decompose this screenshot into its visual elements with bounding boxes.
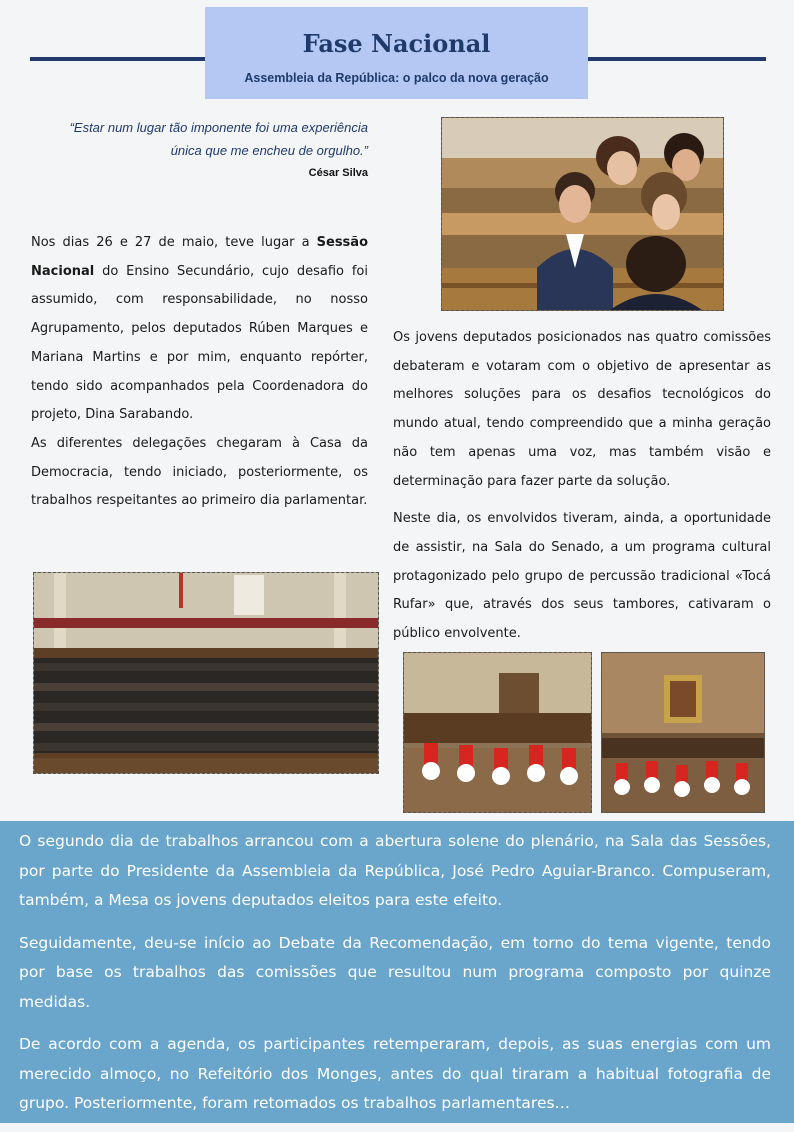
quote-author: César Silva [308, 167, 368, 179]
percussion-left-illustration [404, 653, 591, 812]
page-subtitle: Assembleia da República: o palco da nova geração [244, 71, 549, 85]
group-photo-illustration [34, 573, 378, 773]
pull-quote [36, 116, 368, 162]
right-column-text [393, 324, 771, 649]
bottom-section-text [19, 827, 771, 1132]
page-title: Fase Nacional [302, 29, 491, 58]
text-run: do Ensino Secundário, cujo desafio foi assumido, com responsabilidade, no nosso Agrupamento, pelos deputados Rúben Marques e Mariana Martins e por mim, enquanto repórter, tendo sido acompanhados pela Coordenadora do projeto, Dina Sarabando. [31, 263, 368, 423]
header-rule-right [588, 57, 766, 61]
bottom-paragraph-1: O segundo dia de trabalhos arrancou com a abertura solene do plenário, na Sala das Sessões, por parte do Presidente da Assembleia da República, José Pedro Aguiar-Branco. Compuseram, também, a Mesa os jovens deputados eleitos para este efeito. [19, 832, 771, 909]
quote-line-1: “Estar num lugar tão imponente foi uma experiência [69, 120, 368, 135]
deputies-seated-illustration [442, 118, 723, 310]
left-paragraph-1 [31, 229, 368, 430]
left-column-text [31, 229, 368, 516]
percussion-photo-right [601, 652, 765, 813]
right-paragraph-2: Neste dia, os envolvidos tiveram, ainda, a oportunidade de assistir, na Sala do Senado, a um programa cultural protagonizado pelo grupo de percussão tradicional «Tocá Rufar» que, através dos seus tambores, cativaram o público envolvente. [393, 511, 771, 642]
left-paragraph-2: As diferentes delegações chegaram à Casa da Democracia, tendo iniciado, posteriormente, os trabalhos respeitantes ao primeiro dia parlamentar. [31, 435, 368, 509]
bottom-paragraph-3: De acordo com a agenda, os participantes retemperaram, depois, as suas energias com um merecido almoço, no Refeitório dos Monges, antes do qual tiraram a habitual fotografia de grupo. Posteriormente, foram retomados os trabalhos parlamentares… [19, 1035, 771, 1112]
text-run: Nos dias 26 e 27 de maio, teve lugar a [31, 235, 317, 250]
session-name: Sessão Nacional [31, 235, 368, 279]
group-photo-plenary [33, 572, 379, 774]
deputies-seated-photo [441, 117, 724, 311]
percussion-right-illustration [602, 653, 764, 812]
bottom-paragraph-2: Seguidamente, deu-se início ao Debate da Recomendação, em torno do tema vigente, tendo por base os trabalhos das comissões que resultou num programa composto por quinze medidas. [19, 933, 771, 1011]
header-box [205, 7, 588, 99]
right-paragraph-1: Os jovens deputados posicionados nas quatro comissões debateram e votaram com o objetivo de apresentar as melhores soluções para os desafios tecnológicos do mundo atual, tendo compreendido que a minha geração não tem apenas uma voz, mas também visão e determinação para fazer parte da solução. [393, 330, 771, 489]
quote-line-2: única que me encheu de orgulho.” [170, 143, 368, 158]
header-rule-left [30, 57, 208, 61]
percussion-photo-left [403, 652, 592, 813]
